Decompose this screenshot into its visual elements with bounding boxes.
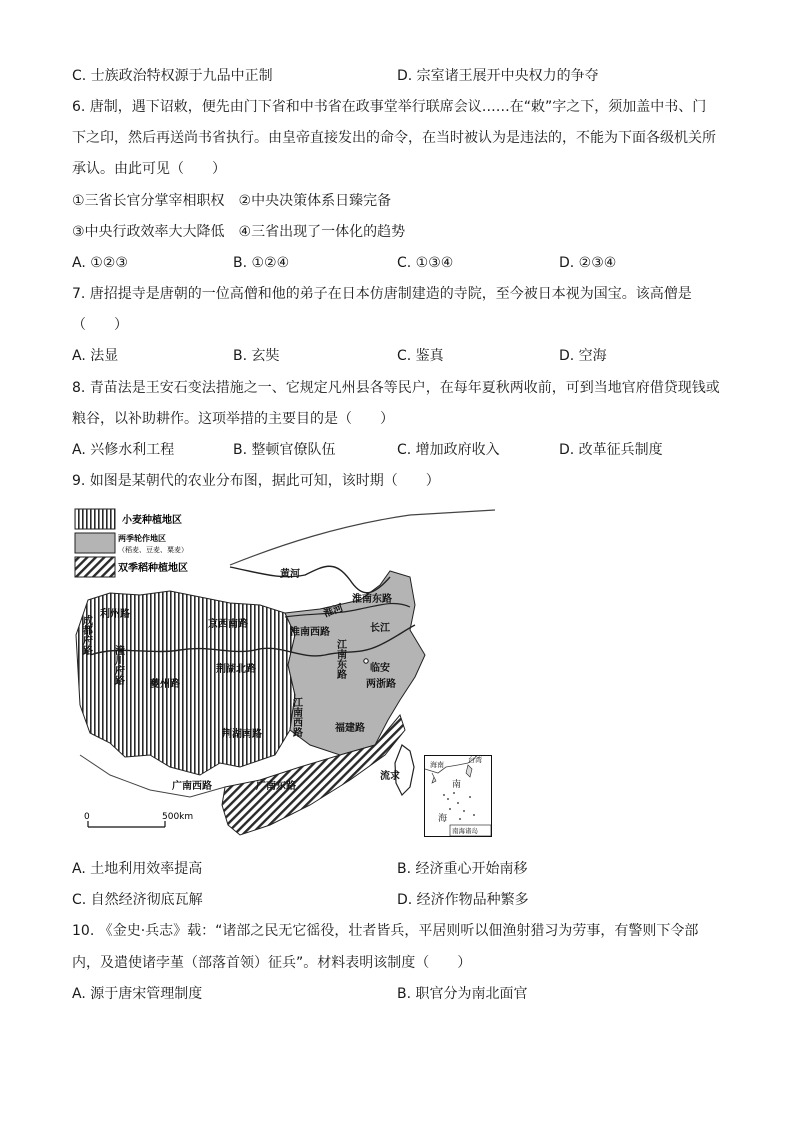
legend-rotation-swatch	[75, 533, 115, 553]
q10-option-b: B. 职官分为南北面官	[397, 986, 528, 1002]
scale-bar	[84, 812, 193, 827]
q6-option-a: A. ①②③	[72, 255, 128, 271]
yellow-river-line	[230, 566, 390, 593]
label-liangzhe: 两浙路	[366, 679, 396, 690]
q6-items-line-1: ①三省长官分掌宰相职权 ②中央决策体系日臻完备	[72, 193, 392, 209]
q7-option-b: B. 玄奘	[233, 348, 280, 364]
q8-stem-line-2: 粮谷，以补助耕作。这项举措的主要目的是（ ）	[72, 411, 394, 427]
label-chengdu: 成都府路	[80, 615, 92, 655]
q6-option-d: D. ②③④	[559, 255, 617, 271]
label-huainan-dong: 淮南东路	[352, 594, 392, 605]
legend-wheat-swatch	[75, 509, 115, 529]
q6-stem-line-1: 6. 唐制，遇下诏敕，便先由门下省和中书省在政事堂举行联席会议……在“敕”字之下，须加盖中书、门	[72, 99, 707, 115]
scale-zero-label: 0	[84, 812, 90, 822]
label-fujian: 福建路	[335, 723, 365, 734]
q8-option-d: D. 改革征兵制度	[559, 442, 663, 458]
linan-marker	[364, 659, 368, 663]
q5-option-d: D. 宗室诸王展开中央权力的争夺	[397, 68, 599, 84]
q10-option-a: A. 源于唐宋管理制度	[72, 986, 203, 1002]
label-liuqiu: 流求	[380, 771, 400, 782]
q9-option-a: A. 土地利用效率提高	[72, 861, 203, 877]
q8-option-b: B. 整顿官僚队伍	[233, 442, 336, 458]
legend-rotation-label: 两季轮作地区	[118, 534, 166, 543]
south-sea-inset	[424, 755, 492, 837]
q8-stem-line-1: 8. 青苗法是王安石变法措施之一、它规定凡州县各等民户，在每年夏秋两收前，可到当地官府借贷现钱或	[72, 380, 720, 396]
q6-option-b: B. ①②④	[233, 255, 290, 271]
label-huainan-xi: 淮南西路	[290, 627, 330, 638]
scale-distance-label: 500km	[162, 812, 194, 822]
label-lizhou: 利州路	[100, 609, 130, 620]
q8-option-a: A. 兴修水利工程	[72, 442, 175, 458]
legend-double-rice-swatch	[75, 557, 115, 577]
q10-stem-line-2: 内，及遣使诸孛堇（部落首领）征兵”。材料表明该制度（ ）	[72, 955, 472, 971]
inset-islands-label: 南海诸岛	[452, 827, 478, 835]
label-jinghu-bei: 荆湖北路	[216, 664, 256, 675]
label-huaihe: 淮河	[322, 602, 345, 620]
label-changjiang: 长江	[370, 623, 390, 634]
q6-stem-line-2: 下之印，然后再送尚书省执行。由皇帝直接发出的命令，在当时被认为是违法的，不能为下面各级机关所	[72, 130, 716, 146]
label-jiangnan-dong: 江南东路	[334, 639, 346, 679]
q7-option-c: C. 鉴真	[397, 348, 444, 364]
inset-taiwan-label: 台湾	[468, 756, 482, 764]
legend-double-rice-label: 双季稻种植地区	[118, 563, 188, 574]
q9-option-d: D. 经济作物品种繁多	[397, 892, 529, 908]
liuqiu-island	[395, 745, 414, 795]
inset-hainan-label: 海南	[430, 761, 444, 769]
label-guangnan-dong: 广南东路	[256, 781, 296, 792]
label-tongchuan: 潼川府路	[112, 645, 124, 685]
q7-stem-line-2: （ ）	[72, 317, 128, 333]
q10-stem-line-1: 10. 《金史·兵志》载：“诸部之民无它徭役，壮者皆兵，平居则听以佃渔射猎习为劳事，有警则下令部	[72, 923, 699, 939]
q6-option-c: C. ①③④	[397, 255, 454, 271]
legend-rotation-note: （稻麦、豆麦、粟麦）	[118, 546, 188, 554]
label-jingxi-nan: 京西南路	[208, 619, 248, 630]
q5-option-c: C. 士族政治特权源于九品中正制	[72, 68, 273, 84]
q6-stem-line-3: 承认。由此可见（ ）	[72, 161, 226, 177]
q9-option-b: B. 经济重心开始南移	[397, 861, 528, 877]
label-huanghe: 黄河	[280, 569, 300, 580]
legend-wheat-label: 小麦种植地区	[122, 515, 182, 526]
northern-land-outline	[230, 510, 495, 565]
label-kuizhou: 夔州路	[150, 679, 180, 690]
map-legend	[75, 509, 188, 577]
label-jinghu-nan: 荆湖南路	[222, 729, 262, 740]
q9-option-c: C. 自然经济彻底瓦解	[72, 892, 203, 908]
q7-option-a: A. 法显	[72, 348, 119, 364]
label-linan: 临安	[370, 663, 390, 674]
label-jiangnan-xi: 江南西路	[290, 697, 302, 737]
q7-option-d: D. 空海	[559, 348, 607, 364]
q9-stem: 9. 如图是某朝代的农业分布图，据此可知，该时期（ ）	[72, 473, 440, 489]
inset-nan-label: 南	[452, 780, 462, 790]
q7-stem-line-1: 7. 唐招提寺是唐朝的一位高僧和他的弟子在日本仿唐制建造的寺院，至今被日本视为国宝。该高僧是	[72, 286, 692, 302]
inset-hai-label: 海	[438, 814, 448, 824]
q8-option-c: C. 增加政府收入	[397, 442, 500, 458]
q6-items-line-2: ③中央行政效率大大降低 ④三省出现了一体化的趋势	[72, 224, 406, 240]
label-guangnan-xi: 广南西路	[172, 781, 212, 792]
